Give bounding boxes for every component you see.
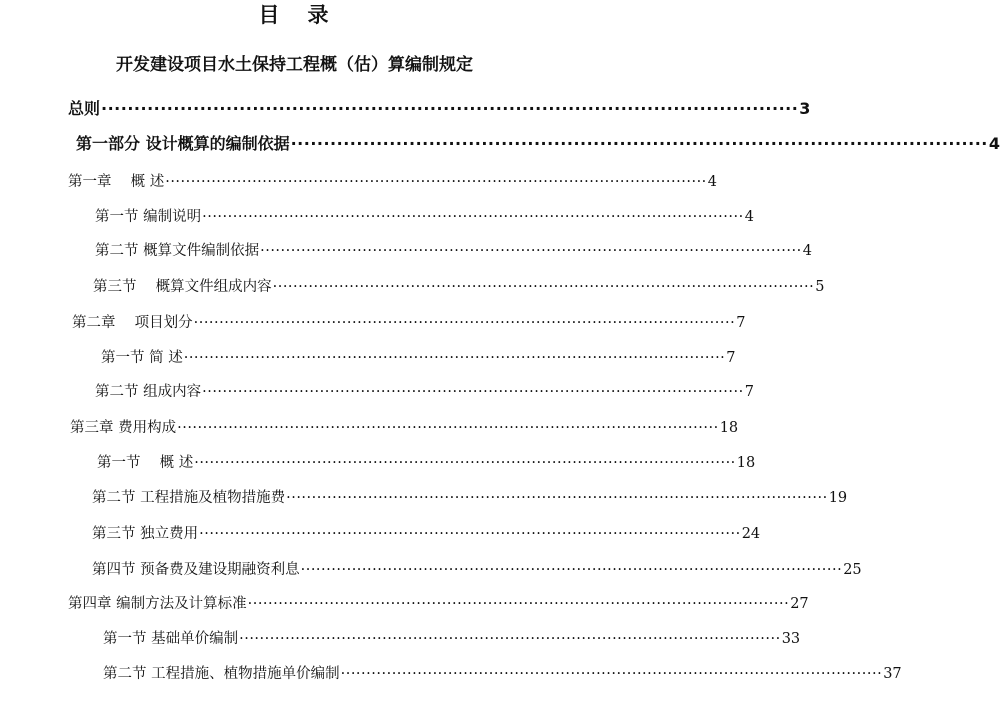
toc-entry-label: 第二节 组成内容 (95, 384, 202, 400)
toc-entry-page: 4 (707, 174, 718, 190)
toc-leader-dots: ·········································································································· (177, 420, 719, 436)
title-char-2: 录 (307, 2, 331, 27)
toc-entry-page: 27 (790, 596, 809, 612)
title-char-1: 目 (258, 2, 282, 27)
toc-entry-page: 5 (815, 279, 825, 295)
toc-entry-section[interactable] (103, 662, 902, 686)
toc-entry-section[interactable] (93, 275, 825, 299)
toc-leader-dots: ·········································································································· (290, 134, 988, 153)
toc-entry-chapter-4[interactable] (68, 592, 809, 616)
toc-entry-page: 25 (843, 562, 862, 578)
toc-leader-dots: ·········································································································· (286, 490, 828, 506)
toc-leader-dots: ·········································································································· (202, 209, 744, 225)
toc-entry-label: 第三节 独立费用 (92, 526, 199, 542)
toc-leader-dots: ·········································································································· (300, 562, 843, 578)
toc-entry-section[interactable] (92, 522, 761, 546)
toc-entry-label: 第一节 基础单价编制 (103, 631, 239, 647)
toc-entry-page: 3 (799, 99, 811, 118)
toc-entry-label: 第一节 编制说明 (95, 209, 202, 225)
toc-entry-label: 总则 (68, 99, 101, 118)
toc-entry-page: 37 (883, 666, 902, 682)
toc-entry-label: 第一节 简 述 (101, 350, 183, 366)
toc-entry-label: 第四章 编制方法及计算标准 (68, 596, 247, 612)
toc-entry-section[interactable] (92, 486, 848, 510)
toc-entry-chapter-2[interactable] (72, 311, 746, 335)
toc-entry-page: 4 (802, 243, 812, 259)
toc-leader-dots: ·········································································································· (183, 350, 726, 366)
toc-entry-label: 第一部分 设计概算的编制依据 (76, 134, 290, 153)
toc-entry-general[interactable] (68, 97, 811, 121)
toc-leader-dots: ·········································································································· (194, 455, 736, 471)
toc-entry-label: 第一节 概 述 (97, 455, 194, 471)
toc-entry-page: 24 (741, 526, 761, 542)
toc-entry-section[interactable] (97, 451, 756, 475)
toc-entry-section[interactable] (95, 239, 812, 263)
toc-entry-page: 4 (744, 209, 754, 225)
toc-leader-dots: ·········································································································· (202, 384, 744, 400)
toc-entry-section[interactable] (101, 346, 736, 370)
document-subtitle: 开发建设项目水土保持工程概（估）算编制规定 (116, 55, 473, 75)
toc-leader-dots: ·········································································································· (165, 174, 707, 190)
toc-entry-section[interactable] (92, 558, 862, 582)
toc-leader-dots: ·········································································································· (193, 315, 736, 331)
toc-entry-chapter-1[interactable] (68, 170, 718, 194)
toc-entry-label: 第一章 概 述 (68, 174, 165, 190)
toc-entry-page: 7 (744, 384, 754, 400)
toc-entry-section[interactable] (103, 627, 801, 651)
toc-entry-label: 第四节 预备费及建设期融资利息 (92, 562, 300, 578)
toc-leader-dots: ·········································································································· (247, 596, 790, 612)
toc-leader-dots: ·········································································································· (260, 243, 802, 259)
toc-leader-dots: ·········································································································· (239, 631, 781, 647)
toc-entry-chapter-3[interactable] (70, 416, 739, 440)
toc-entry-page: 7 (726, 350, 736, 366)
toc-entry-section[interactable] (95, 380, 754, 404)
toc-leader-dots: ·········································································································· (340, 666, 883, 682)
toc-leader-dots: ·········································································································· (101, 99, 799, 118)
toc-entry-label: 第二节 工程措施及植物措施费 (92, 490, 286, 506)
toc-entry-label: 第二节 概算文件编制依据 (95, 243, 260, 259)
toc-leader-dots: ·········································································································· (272, 279, 815, 295)
toc-entry-label: 第三章 费用构成 (70, 420, 177, 436)
toc-entry-label: 第二章 项目划分 (72, 315, 193, 331)
toc-entry-page: 33 (781, 631, 801, 647)
toc-entry-label: 第二节 工程措施、植物措施单价编制 (103, 666, 340, 682)
toc-entry-page: 19 (828, 490, 848, 506)
toc-entry-page: 7 (736, 315, 746, 331)
toc-entry-section[interactable] (95, 205, 754, 229)
toc-entry-page: 18 (736, 455, 756, 471)
toc-leader-dots: ·········································································································· (199, 526, 741, 542)
toc-entry-label: 第三节 概算文件组成内容 (93, 279, 272, 295)
toc-entry-page: 18 (719, 420, 739, 436)
toc-entry-page: 4 (988, 134, 1000, 153)
toc-entry-part-1[interactable] (76, 132, 1000, 156)
